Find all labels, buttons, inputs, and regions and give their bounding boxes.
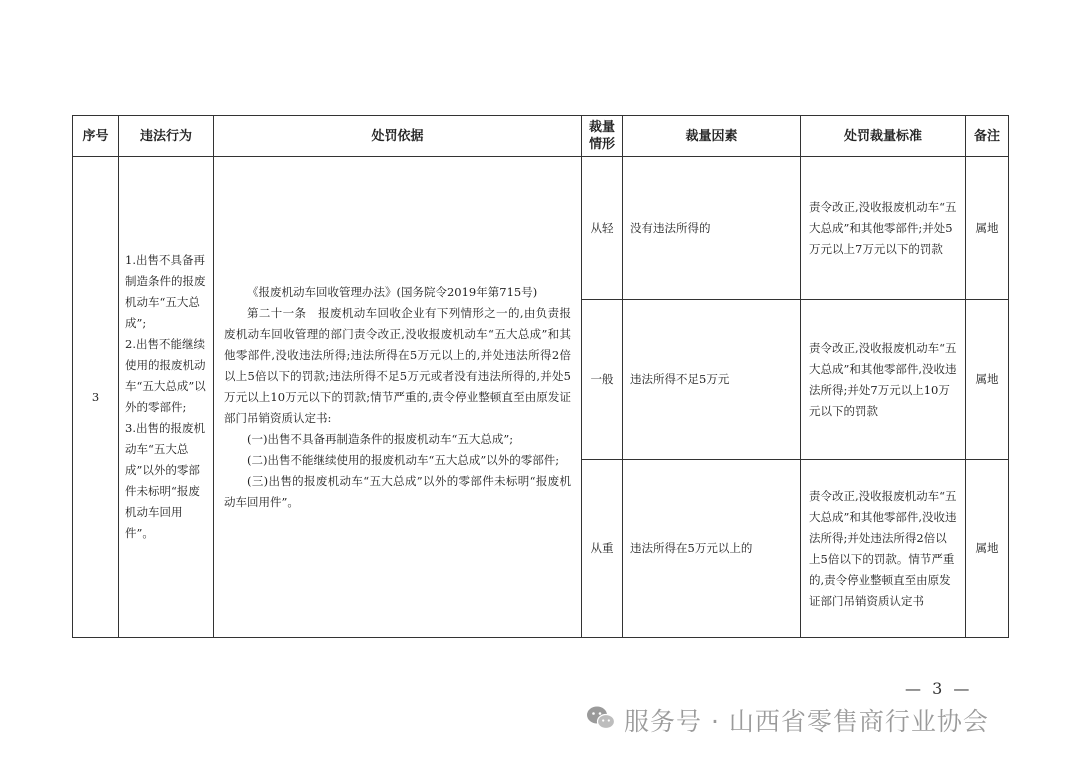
factor-cell: 违法所得不足5万元 [623, 300, 801, 460]
standard-cell: 责令改正,没收报废机动车“五大总成”和其他零部件,没收违法所得;并处7万元以上10万元以下的罚款 [801, 300, 966, 460]
behavior-item: 3.出售的报废机动车“五大总成”以外的零部件未标明“报废机动车回用件”。 [125, 421, 205, 540]
remark-cell: 属地 [966, 460, 1009, 638]
behavior-cell [119, 157, 214, 638]
remark-cell: 属地 [966, 157, 1009, 300]
basis-citation: 《报废机动车回收管理办法》(国务院令2019年第715号) [247, 284, 538, 299]
factor-cell: 没有违法所得的 [623, 157, 801, 300]
table-header-row [73, 116, 1009, 157]
header-remark: 备注 [966, 116, 1009, 157]
situation-cell: 从重 [582, 460, 623, 638]
standard-cell: 责令改正,没收报废机动车“五大总成”和其他零部件;并处5万元以上7万元以下的罚款 [801, 157, 966, 300]
table-row [73, 157, 1009, 300]
behavior-item: 2.出售不能继续使用的报废机动车“五大总成”以外的零部件; [125, 337, 206, 414]
seq-cell: 3 [73, 157, 119, 638]
watermark [586, 702, 989, 738]
page-number: — 3 — [905, 679, 973, 698]
basis-item: (三)出售的报废机动车“五大总成”以外的零部件未标明“报废机动车回用件”。 [224, 473, 571, 509]
remark-cell: 属地 [966, 300, 1009, 460]
header-situation: 裁量情形 [582, 116, 623, 157]
basis-item: (一)出售不具备再制造条件的报废机动车“五大总成”; [247, 431, 514, 446]
basis-article: 第二十一条 报废机动车回收企业有下列情形之一的,由负责报废机动车回收管理的部门责令改正,没收报废机动车“五大总成”和其他零部件,没收违法所得;违法所得在5万元以上的,并处违法所得2倍以上5倍以下的罚款;违法所得不足5万元或者没有违法所得的,并处5万元以上10万元以下的罚款;情节严重的,责令停业整顿直至由原发证部门吊销资质认定书: [224, 305, 571, 425]
basis-item: (二)出售不能继续使用的报废机动车“五大总成”以外的零部件; [247, 452, 560, 467]
header-factor: 裁量因素 [623, 116, 801, 157]
penalty-table [72, 115, 1009, 638]
header-seq: 序号 [73, 116, 119, 157]
behavior-item: 1.出售不具备再制造条件的报废机动车“五大总成”; [125, 253, 206, 330]
header-behavior: 违法行为 [119, 116, 214, 157]
header-standard: 处罚裁量标准 [801, 116, 966, 157]
wechat-icon [586, 705, 624, 735]
standard-cell: 责令改正,没收报废机动车“五大总成”和其他零部件,没收违法所得;并处违法所得2倍以上5倍以下的罚款。情节严重的,责令停业整顿直至由原发证部门吊销资质认定书 [801, 460, 966, 638]
situation-cell: 从轻 [582, 157, 623, 300]
situation-cell: 一般 [582, 300, 623, 460]
factor-cell: 违法所得在5万元以上的 [623, 460, 801, 638]
basis-cell [214, 157, 582, 638]
header-basis: 处罚依据 [214, 116, 582, 157]
watermark-text: 服务号 · 山西省零售商行业协会 [624, 707, 989, 736]
